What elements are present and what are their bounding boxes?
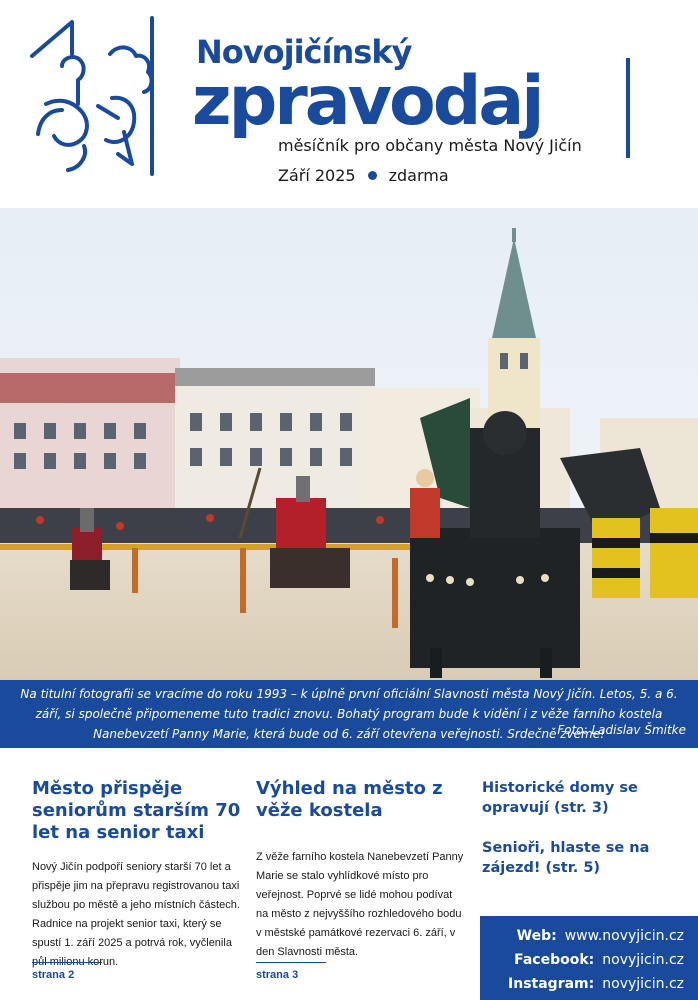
contact-web-label: Web: [516,928,557,944]
cover-photo [0,208,698,680]
town-emblem-logo [28,14,158,182]
article-church-tower [256,778,466,962]
contact-facebook-link[interactable]: novyjicin.cz [602,952,684,968]
contact-instagram-label: Instagram: [508,976,595,992]
article-headline[interactable]: Město přispěje seniorům starším 70 let na senior taxi [32,778,241,843]
issue-line [278,166,449,185]
contact-facebook-label: Facebook: [514,952,595,968]
cover-caption [0,680,698,748]
teaser-historic-houses[interactable]: Historické domy se opravují (str. 3) [482,780,638,816]
contact-web-link[interactable]: www.novyjicin.cz [564,928,684,944]
issue-date: Září 2025 [278,166,356,185]
contact-instagram-link[interactable]: novyjicin.cz [602,976,684,992]
issue-price: zdarma [388,166,449,185]
article-body: Z věže farního kostela Nanebevzetí Panny Marie se stalo vyhlídkové místo pro veřejnost. Poprvé se lidé mohou podívat na město z nejvyššího rozhledového bodu v městské památkové rezervaci 6. září, v den Slavnosti města. [256,851,464,958]
cover-caption-text: Na titulní fotografii se vracíme do roku 1993 – k úplně první oficiální Slavnosti města Nový Jičín. Letos, 5. a 6. září, si společně připomeneme tuto tradici znovu. Bohatý program bude k vidění i z věže farního kostela Nanebevzetí Panny Marie, která bude od 6. září otevřena veřejnosti. Srdečně zveme! [20,687,678,741]
masthead-subtitle: měsíčník pro občany města Nový Jičín [278,136,582,155]
article-headline[interactable]: Výhled na město z věže kostela [256,778,443,821]
masthead-title-line2: zpravodaj [192,62,542,141]
masthead-rule [626,58,630,158]
article-senior-taxi [32,778,244,972]
contact-facebook-row [480,948,684,972]
contact-instagram-row [480,972,684,996]
bullet-dot [368,171,377,180]
article-page-link[interactable]: strana 2 [32,962,102,981]
masthead-title-line1: Novojičínský [196,33,412,71]
contact-box [480,916,698,1000]
article-page-link[interactable]: strana 3 [256,962,326,981]
teaser-list [482,778,688,892]
article-body: Nový Jičín podpoří seniory starší 70 let a přispěje jim na přepravu registrovanou taxi službou po městě a jeho místních částech. Radnice na projekt senior taxi, který se spustí 1. září 2025 a potrvá rok, vyčlenila půl milionu korun. [32,861,240,968]
photo-credit: Foto: Ladislav Šmitke [557,723,686,737]
contact-web-row [480,924,684,948]
teaser-senior-trip[interactable]: Senioři, hlaste se na zájezd! (str. 5) [482,840,650,876]
